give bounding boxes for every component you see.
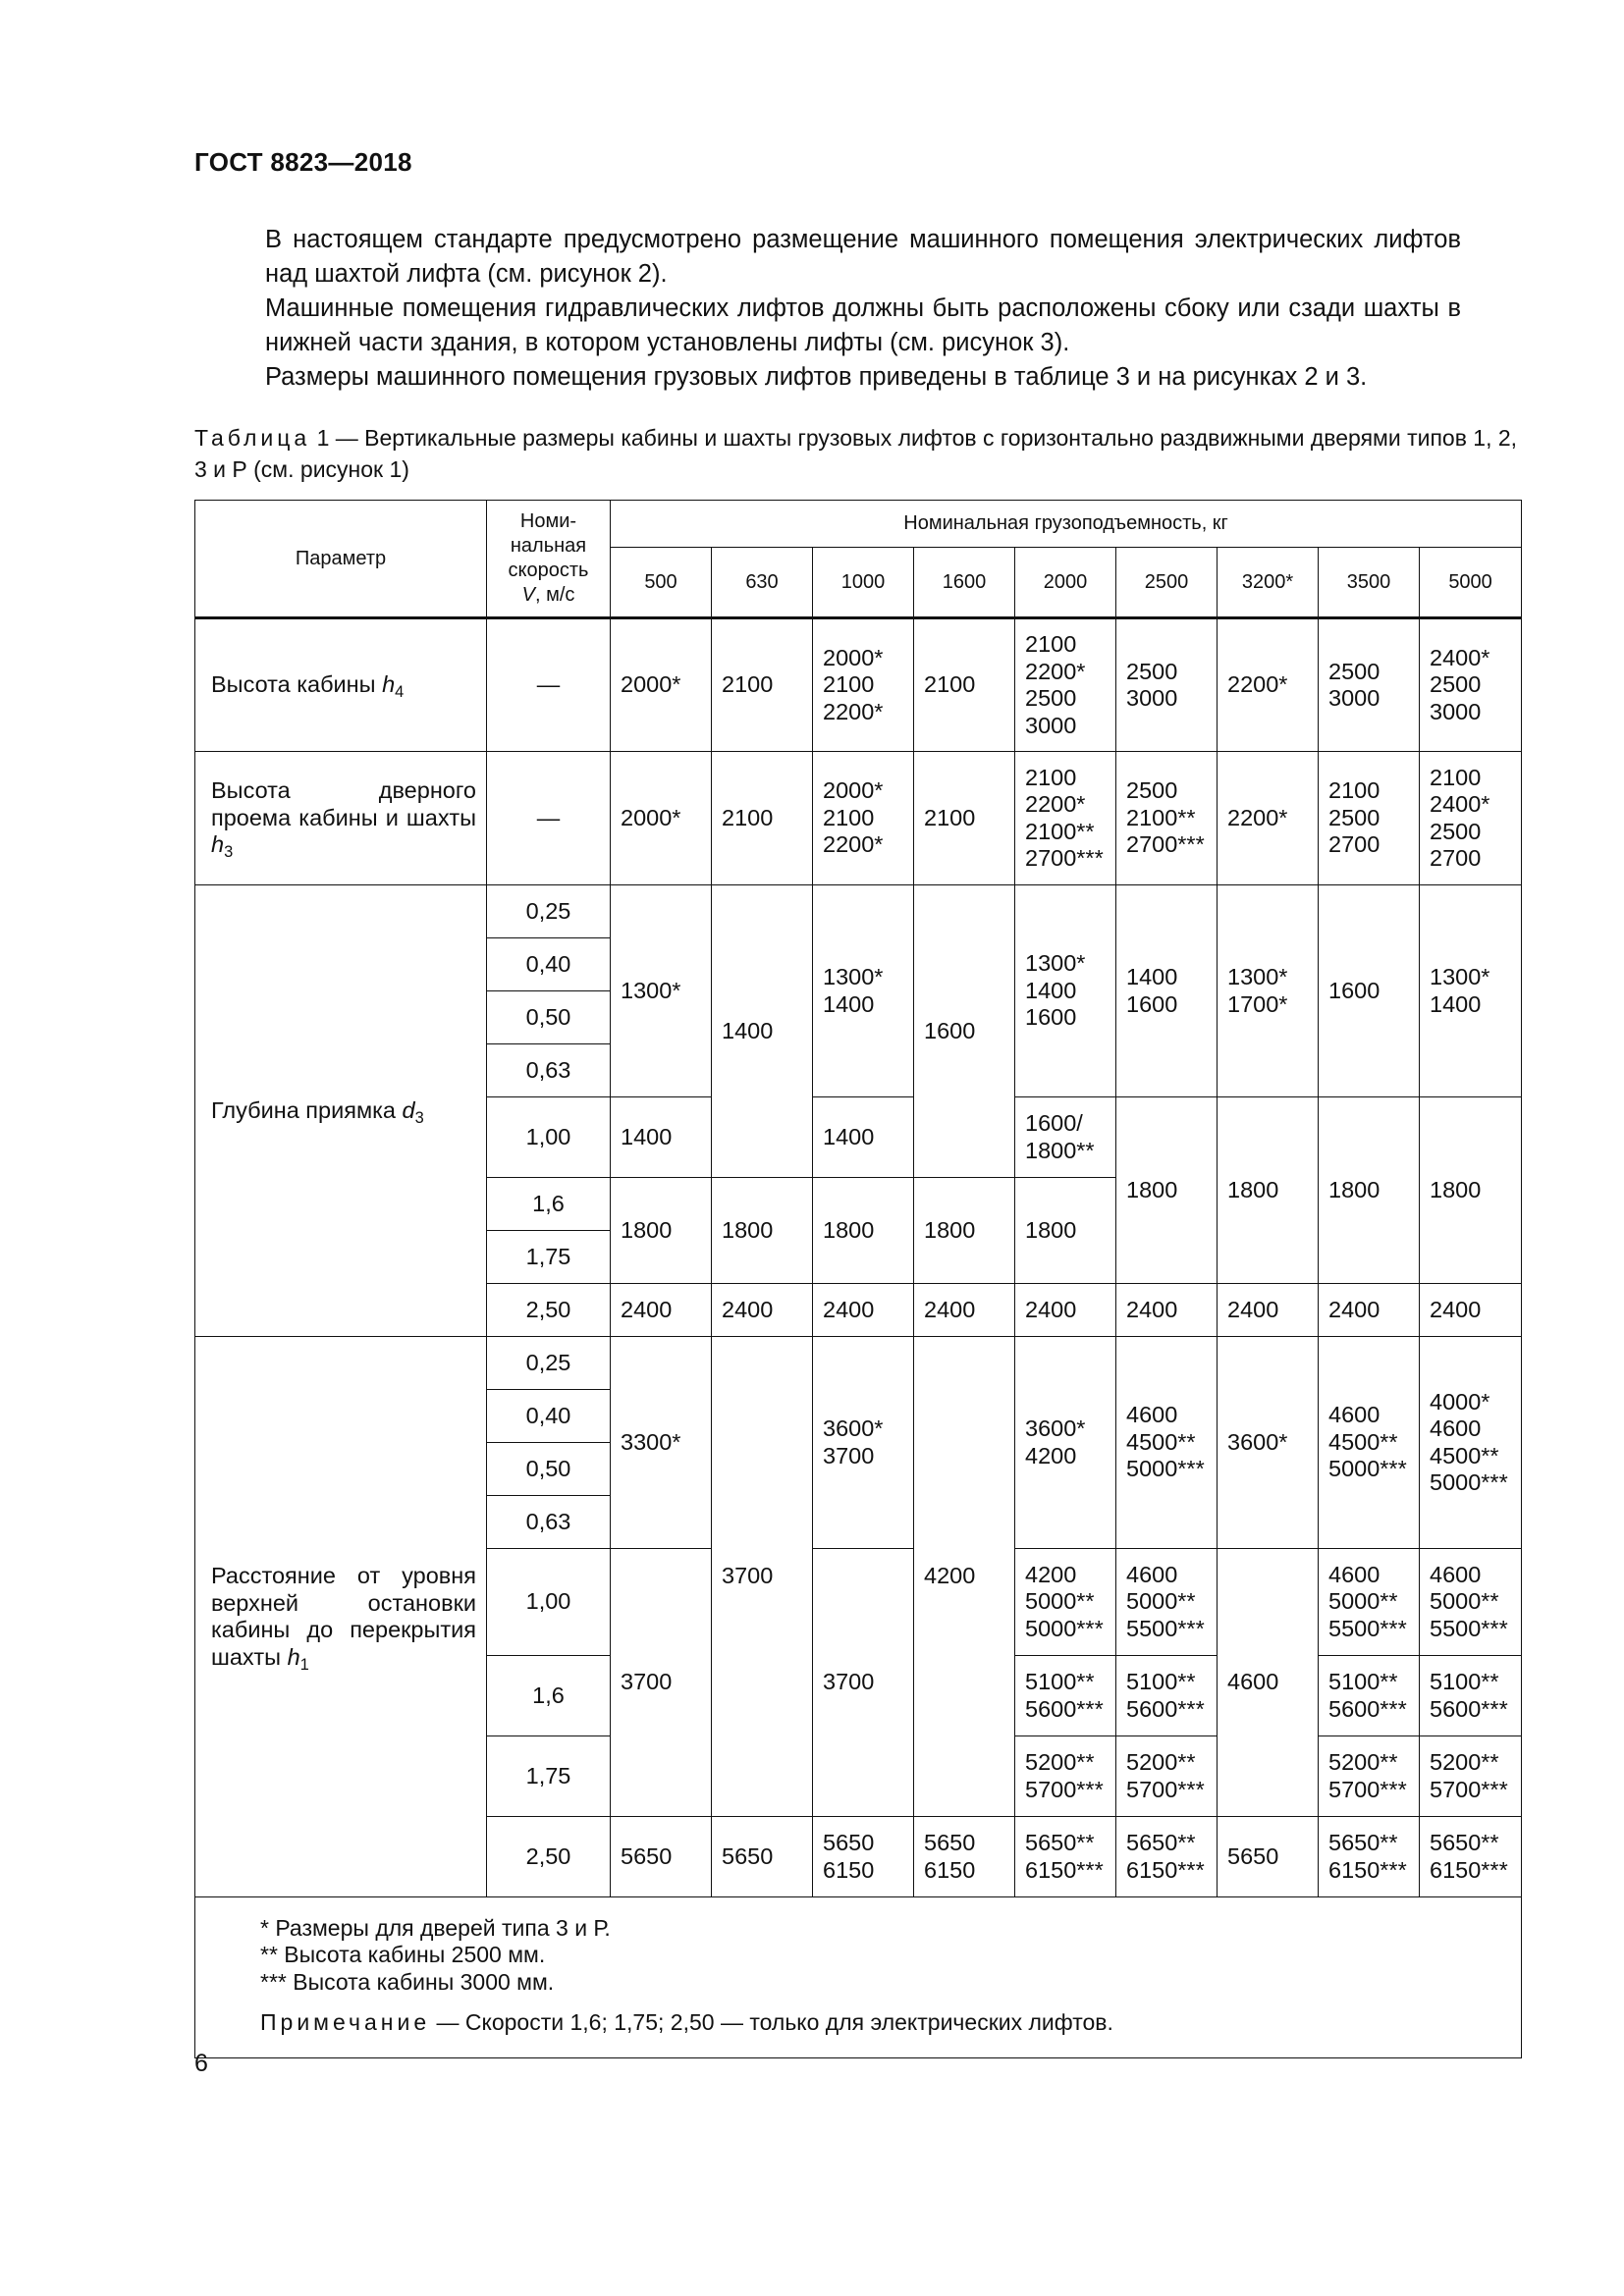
value-cell bbox=[1116, 1736, 1218, 1817]
param-door-height bbox=[195, 752, 487, 885]
value-text: 2000* 2100 2200* bbox=[823, 777, 884, 858]
value-text: 1800 bbox=[722, 1216, 774, 1243]
value-cell bbox=[914, 752, 1015, 885]
value-text: 4600 4500** 5000*** bbox=[1328, 1402, 1407, 1482]
table-note-text: — Скорости 1,6; 1,75; 2,50 — только для электрических лифтов. bbox=[430, 2009, 1113, 2035]
value-cell bbox=[1420, 1549, 1522, 1656]
value-cell: 2400 bbox=[712, 1284, 813, 1337]
value-text: 2000* bbox=[621, 804, 681, 830]
value-cell bbox=[1218, 1097, 1319, 1284]
value-text: 1300* 1400 bbox=[1430, 964, 1490, 1017]
value-cell bbox=[611, 1549, 712, 1817]
section-door-height bbox=[195, 752, 1522, 885]
speed-cell: 2,50 bbox=[487, 1284, 611, 1337]
speed-cell: 1,00 bbox=[487, 1097, 611, 1178]
header-load: 1600 bbox=[914, 548, 1015, 618]
value-text: 5650 bbox=[621, 1842, 673, 1869]
section-pit-depth bbox=[195, 885, 1522, 1337]
value-cell bbox=[1116, 752, 1218, 885]
speed-cell: 0,40 bbox=[487, 938, 611, 991]
value-text: 2100 bbox=[924, 671, 976, 698]
value-text: 5650** 6150*** bbox=[1025, 1830, 1104, 1883]
value-text: 2100 2200* 2500 3000 bbox=[1025, 631, 1086, 738]
header-load: 5000 bbox=[1420, 548, 1522, 618]
value-cell bbox=[1015, 752, 1116, 885]
document-header: ГОСТ 8823—2018 bbox=[194, 147, 412, 177]
param-subscript: 1 bbox=[299, 1655, 309, 1674]
footnotes-cell bbox=[195, 1897, 1522, 2058]
value-text: 1400 bbox=[621, 1123, 673, 1149]
value-cell bbox=[1015, 885, 1116, 1097]
value-cell bbox=[1116, 1656, 1218, 1736]
speed-cell: 0,40 bbox=[487, 1390, 611, 1443]
value-text: 3600* 4200 bbox=[1025, 1415, 1086, 1468]
value-text: 1300* bbox=[621, 977, 681, 1003]
value-cell bbox=[813, 752, 914, 885]
value-cell bbox=[611, 885, 712, 1097]
value-cell bbox=[712, 618, 813, 752]
value-text: 1800 bbox=[924, 1216, 976, 1243]
value-text: 3700 bbox=[621, 1669, 673, 1695]
header-load: 2000 bbox=[1015, 548, 1116, 618]
param-top-clearance bbox=[195, 1337, 487, 1897]
speed-cell: 1,6 bbox=[487, 1178, 611, 1231]
value-text: 4600 5000** 5500*** bbox=[1126, 1561, 1205, 1641]
value-cell bbox=[1319, 752, 1420, 885]
footnote-2: ** Высота кабины 2500 мм. bbox=[260, 1942, 546, 1967]
value-cell bbox=[1218, 1549, 1319, 1817]
intro-paragraph-3-text: Размеры машинного помещения грузовых лифтов приведены в таблице 3 и на рисунках 2 и 3. bbox=[265, 363, 1368, 391]
value-text: 1300* 1400 bbox=[823, 964, 884, 1017]
value-text: 1800 bbox=[823, 1216, 875, 1243]
speed-cell: 0,50 bbox=[487, 1443, 611, 1496]
value-cell bbox=[1319, 1656, 1420, 1736]
intro-paragraph-2-text: Машинные помещения гидравлических лифтов должны быть расположены сбоку или сзади шахты в нижней части здания, в котором установлены лифты (см. рисунок 3). bbox=[265, 294, 1461, 356]
value-cell bbox=[813, 1549, 914, 1817]
value-cell bbox=[1015, 1549, 1116, 1656]
header-load: 3200* bbox=[1218, 548, 1319, 618]
value-cell bbox=[813, 1337, 914, 1549]
value-cell bbox=[1116, 1817, 1218, 1897]
header-load: 2500 bbox=[1116, 548, 1218, 618]
value-cell bbox=[1420, 885, 1522, 1097]
speed-cell: 0,63 bbox=[487, 1044, 611, 1097]
value-cell bbox=[1015, 1817, 1116, 1897]
value-text: 1400 bbox=[722, 1017, 774, 1043]
param-symbol: h bbox=[287, 1643, 300, 1670]
intro-paragraph-1 bbox=[194, 223, 1461, 292]
value-text: 2400* 2500 3000 bbox=[1430, 644, 1490, 724]
value-cell bbox=[813, 885, 914, 1097]
param-subscript: 4 bbox=[395, 683, 405, 702]
value-cell bbox=[1015, 618, 1116, 752]
value-text: 5650 6150 bbox=[924, 1830, 976, 1883]
value-cell bbox=[1420, 1656, 1522, 1736]
value-cell bbox=[1420, 1817, 1522, 1897]
value-text: 1800 bbox=[621, 1216, 673, 1243]
value-text: 2100 bbox=[722, 671, 774, 698]
value-cell bbox=[914, 1817, 1015, 1897]
value-cell: 2400 bbox=[1116, 1284, 1218, 1337]
value-cell bbox=[1116, 885, 1218, 1097]
value-cell bbox=[1218, 885, 1319, 1097]
page-number: 6 bbox=[194, 2050, 208, 2077]
value-cell bbox=[611, 618, 712, 752]
value-text: 4000* 4600 4500** 5000*** bbox=[1430, 1388, 1508, 1495]
intro-paragraph-3 bbox=[194, 360, 1461, 395]
value-text: 1800 bbox=[1227, 1176, 1279, 1202]
row-cabin-height bbox=[195, 618, 1522, 752]
value-text: 2100 bbox=[924, 804, 976, 830]
value-text: 5650 bbox=[1227, 1842, 1279, 1869]
value-text: 2100 2400* 2500 2700 bbox=[1430, 764, 1490, 871]
dimensions-table bbox=[194, 500, 1522, 2058]
section-footnotes bbox=[195, 1897, 1522, 2058]
header-speed bbox=[487, 501, 611, 618]
row-footnotes bbox=[195, 1897, 1522, 2058]
value-cell bbox=[1420, 1097, 1522, 1284]
param-symbol: h bbox=[382, 671, 396, 698]
value-text: 2000* 2100 2200* bbox=[823, 644, 884, 724]
value-cell bbox=[1015, 1178, 1116, 1284]
value-cell bbox=[1218, 752, 1319, 885]
value-text: 1800 bbox=[1328, 1176, 1380, 1202]
value-cell bbox=[712, 885, 813, 1178]
value-text: 5200** 5700*** bbox=[1328, 1749, 1407, 1802]
header-load: 1000 bbox=[813, 548, 914, 618]
param-pit-depth bbox=[195, 885, 487, 1337]
value-cell bbox=[1319, 885, 1420, 1097]
value-text: 5100** 5600*** bbox=[1430, 1669, 1508, 1722]
value-text: 2100 bbox=[722, 804, 774, 830]
value-cell bbox=[1420, 1337, 1522, 1549]
value-cell bbox=[1015, 1337, 1116, 1549]
value-cell: 2400 bbox=[1319, 1284, 1420, 1337]
value-cell bbox=[611, 752, 712, 885]
table-caption bbox=[194, 422, 1520, 485]
header-load: 3500 bbox=[1319, 548, 1420, 618]
value-cell bbox=[611, 1817, 712, 1897]
value-text: 1600 bbox=[1328, 977, 1380, 1003]
table-caption-text: 1 — Вертикальные размеры кабины и шахты грузовых лифтов с горизонтально раздвижными дверями типов 1, 2, 3 и Р (см. рисунок 1) bbox=[194, 425, 1518, 482]
value-cell bbox=[813, 1178, 914, 1284]
value-text: 2500 3000 bbox=[1126, 658, 1178, 711]
value-text: 2100 2500 2700 bbox=[1328, 777, 1380, 858]
value-cell bbox=[1218, 1337, 1319, 1549]
value-text: 5100** 5600*** bbox=[1025, 1669, 1104, 1722]
value-text: 5650 bbox=[722, 1842, 774, 1869]
value-cell: 2400 bbox=[1420, 1284, 1522, 1337]
value-text: 3600* bbox=[1227, 1428, 1288, 1455]
value-cell bbox=[813, 618, 914, 752]
value-cell bbox=[1319, 1549, 1420, 1656]
value-cell bbox=[712, 1817, 813, 1897]
param-subscript: 3 bbox=[224, 843, 234, 862]
speed-cell: 0,50 bbox=[487, 991, 611, 1044]
value-cell: 2400 bbox=[1218, 1284, 1319, 1337]
param-label: Расстояние от уровня верхней остановки кабины до перекрытия шахты bbox=[211, 1563, 476, 1670]
value-cell bbox=[1116, 1097, 1218, 1284]
value-cell bbox=[1420, 1736, 1522, 1817]
value-text: 5200** 5700*** bbox=[1430, 1749, 1508, 1802]
value-cell bbox=[1319, 1097, 1420, 1284]
value-text: 4600 bbox=[1227, 1669, 1279, 1695]
speed-cell: 0,63 bbox=[487, 1496, 611, 1549]
table-header-row-1 bbox=[195, 501, 1522, 548]
table-caption-label: Таблица bbox=[194, 425, 311, 451]
value-cell bbox=[1015, 1097, 1116, 1178]
header-speed-symbol: V bbox=[521, 584, 535, 606]
value-cell bbox=[1218, 1817, 1319, 1897]
value-cell bbox=[1116, 1337, 1218, 1549]
value-text: 1600/ 1800** bbox=[1025, 1110, 1095, 1163]
speed-cell: 1,00 bbox=[487, 1549, 611, 1656]
value-cell bbox=[1015, 1736, 1116, 1817]
speed-cell: 0,25 bbox=[487, 1337, 611, 1390]
value-text: 1600 bbox=[924, 1017, 976, 1043]
value-text: 3300* bbox=[621, 1428, 681, 1455]
value-cell bbox=[1319, 1337, 1420, 1549]
value-text: 2200* bbox=[1227, 804, 1288, 830]
value-text: 1800 bbox=[1025, 1216, 1077, 1243]
value-text: 2500 3000 bbox=[1328, 658, 1380, 711]
value-text: 4200 5000** 5000*** bbox=[1025, 1561, 1104, 1641]
value-cell: 2400 bbox=[914, 1284, 1015, 1337]
section-cabin-height bbox=[195, 618, 1522, 752]
value-text: 5650** 6150*** bbox=[1328, 1830, 1407, 1883]
value-text: 5650 6150 bbox=[823, 1830, 875, 1883]
row-clear-0-25 bbox=[195, 1337, 1522, 1390]
value-cell: 2400 bbox=[611, 1284, 712, 1337]
value-cell bbox=[712, 752, 813, 885]
table-note-label: Примечание bbox=[260, 2009, 431, 2035]
param-subscript: 3 bbox=[414, 1108, 424, 1127]
value-text: 1300* 1700* bbox=[1227, 964, 1288, 1017]
param-symbol: d bbox=[402, 1096, 415, 1123]
value-text: 5200** 5700*** bbox=[1025, 1749, 1104, 1802]
table-note bbox=[260, 2009, 1501, 2037]
header-load: 500 bbox=[611, 548, 712, 618]
value-cell bbox=[611, 1178, 712, 1284]
header-speed-text: Номи- нальная скорость bbox=[508, 510, 589, 581]
value-text: 1400 1600 bbox=[1126, 964, 1178, 1017]
value-cell bbox=[1319, 1736, 1420, 1817]
header-parameter: Параметр bbox=[195, 501, 487, 618]
header-capacity: Номинальная грузоподъемность, кг bbox=[611, 501, 1522, 548]
value-text: 2100 2200* 2100** 2700*** bbox=[1025, 764, 1104, 871]
value-text: 2500 2100** 2700*** bbox=[1126, 777, 1205, 858]
value-text: 1800 bbox=[1430, 1176, 1482, 1202]
value-text: 5650** 6150*** bbox=[1126, 1830, 1205, 1883]
value-text: 1800 bbox=[1126, 1176, 1178, 1202]
value-text: 5650** 6150*** bbox=[1430, 1830, 1508, 1883]
param-cabin-height bbox=[195, 618, 487, 752]
header-speed-unit: , м/с bbox=[534, 584, 575, 606]
value-cell bbox=[611, 1097, 712, 1178]
value-cell bbox=[914, 1178, 1015, 1284]
value-cell bbox=[1420, 618, 1522, 752]
speed-cell: — bbox=[487, 752, 611, 885]
value-cell bbox=[914, 1337, 1015, 1817]
value-cell bbox=[1218, 618, 1319, 752]
intro-paragraph-2 bbox=[194, 292, 1461, 360]
value-text: 4600 5000** 5500*** bbox=[1328, 1561, 1407, 1641]
value-cell bbox=[712, 1178, 813, 1284]
row-door-height bbox=[195, 752, 1522, 885]
row-pit-0-25 bbox=[195, 885, 1522, 938]
value-cell bbox=[813, 1817, 914, 1897]
value-cell bbox=[1319, 1817, 1420, 1897]
value-text: 5100** 5600*** bbox=[1126, 1669, 1205, 1722]
speed-cell: 0,25 bbox=[487, 885, 611, 938]
value-cell bbox=[611, 1337, 712, 1549]
param-label: Высота кабины bbox=[211, 671, 383, 698]
header-load: 630 bbox=[712, 548, 813, 618]
value-text: 1300* 1400 1600 bbox=[1025, 950, 1086, 1031]
value-cell bbox=[1015, 1656, 1116, 1736]
value-text: 5100** 5600*** bbox=[1328, 1669, 1407, 1722]
value-text: 4600 5000** 5500*** bbox=[1430, 1561, 1508, 1641]
value-cell: 2400 bbox=[813, 1284, 914, 1337]
speed-cell: 1,75 bbox=[487, 1736, 611, 1817]
value-text: 2200* bbox=[1227, 671, 1288, 698]
speed-cell: — bbox=[487, 618, 611, 752]
param-label: Глубина приямка bbox=[211, 1096, 403, 1123]
value-text: 4200 bbox=[924, 1563, 976, 1589]
value-cell bbox=[1116, 618, 1218, 752]
value-cell bbox=[914, 885, 1015, 1178]
value-text: 2000* bbox=[621, 671, 681, 698]
footnote-3: *** Высота кабины 3000 мм. bbox=[260, 1968, 555, 1995]
intro-paragraph-1-text: В настоящем стандарте предусмотрено размещение машинного помещения электрических лифтов над шахтой лифта (см. рисунок 2). bbox=[265, 226, 1461, 288]
value-text: 4600 4500** 5000*** bbox=[1126, 1402, 1205, 1482]
value-cell bbox=[1116, 1549, 1218, 1656]
section-top-clearance bbox=[195, 1337, 1522, 1897]
value-cell bbox=[813, 1097, 914, 1178]
value-cell bbox=[1420, 752, 1522, 885]
value-cell bbox=[914, 618, 1015, 752]
value-text: 3700 bbox=[722, 1563, 774, 1589]
speed-cell: 1,6 bbox=[487, 1656, 611, 1736]
value-cell: 2400 bbox=[1015, 1284, 1116, 1337]
param-label: Высота дверного проема кабины и шахты bbox=[211, 777, 476, 830]
value-text: 1400 bbox=[823, 1123, 875, 1149]
footnote-1: * Размеры для дверей типа 3 и Р. bbox=[260, 1914, 611, 1941]
value-text: 3700 bbox=[823, 1669, 875, 1695]
speed-cell: 2,50 bbox=[487, 1817, 611, 1897]
value-text: 5200** 5700*** bbox=[1126, 1749, 1205, 1802]
speed-cell: 1,75 bbox=[487, 1231, 611, 1284]
value-cell bbox=[712, 1337, 813, 1817]
value-cell bbox=[1319, 618, 1420, 752]
value-text: 3600* 3700 bbox=[823, 1415, 884, 1468]
param-symbol: h bbox=[211, 831, 225, 858]
